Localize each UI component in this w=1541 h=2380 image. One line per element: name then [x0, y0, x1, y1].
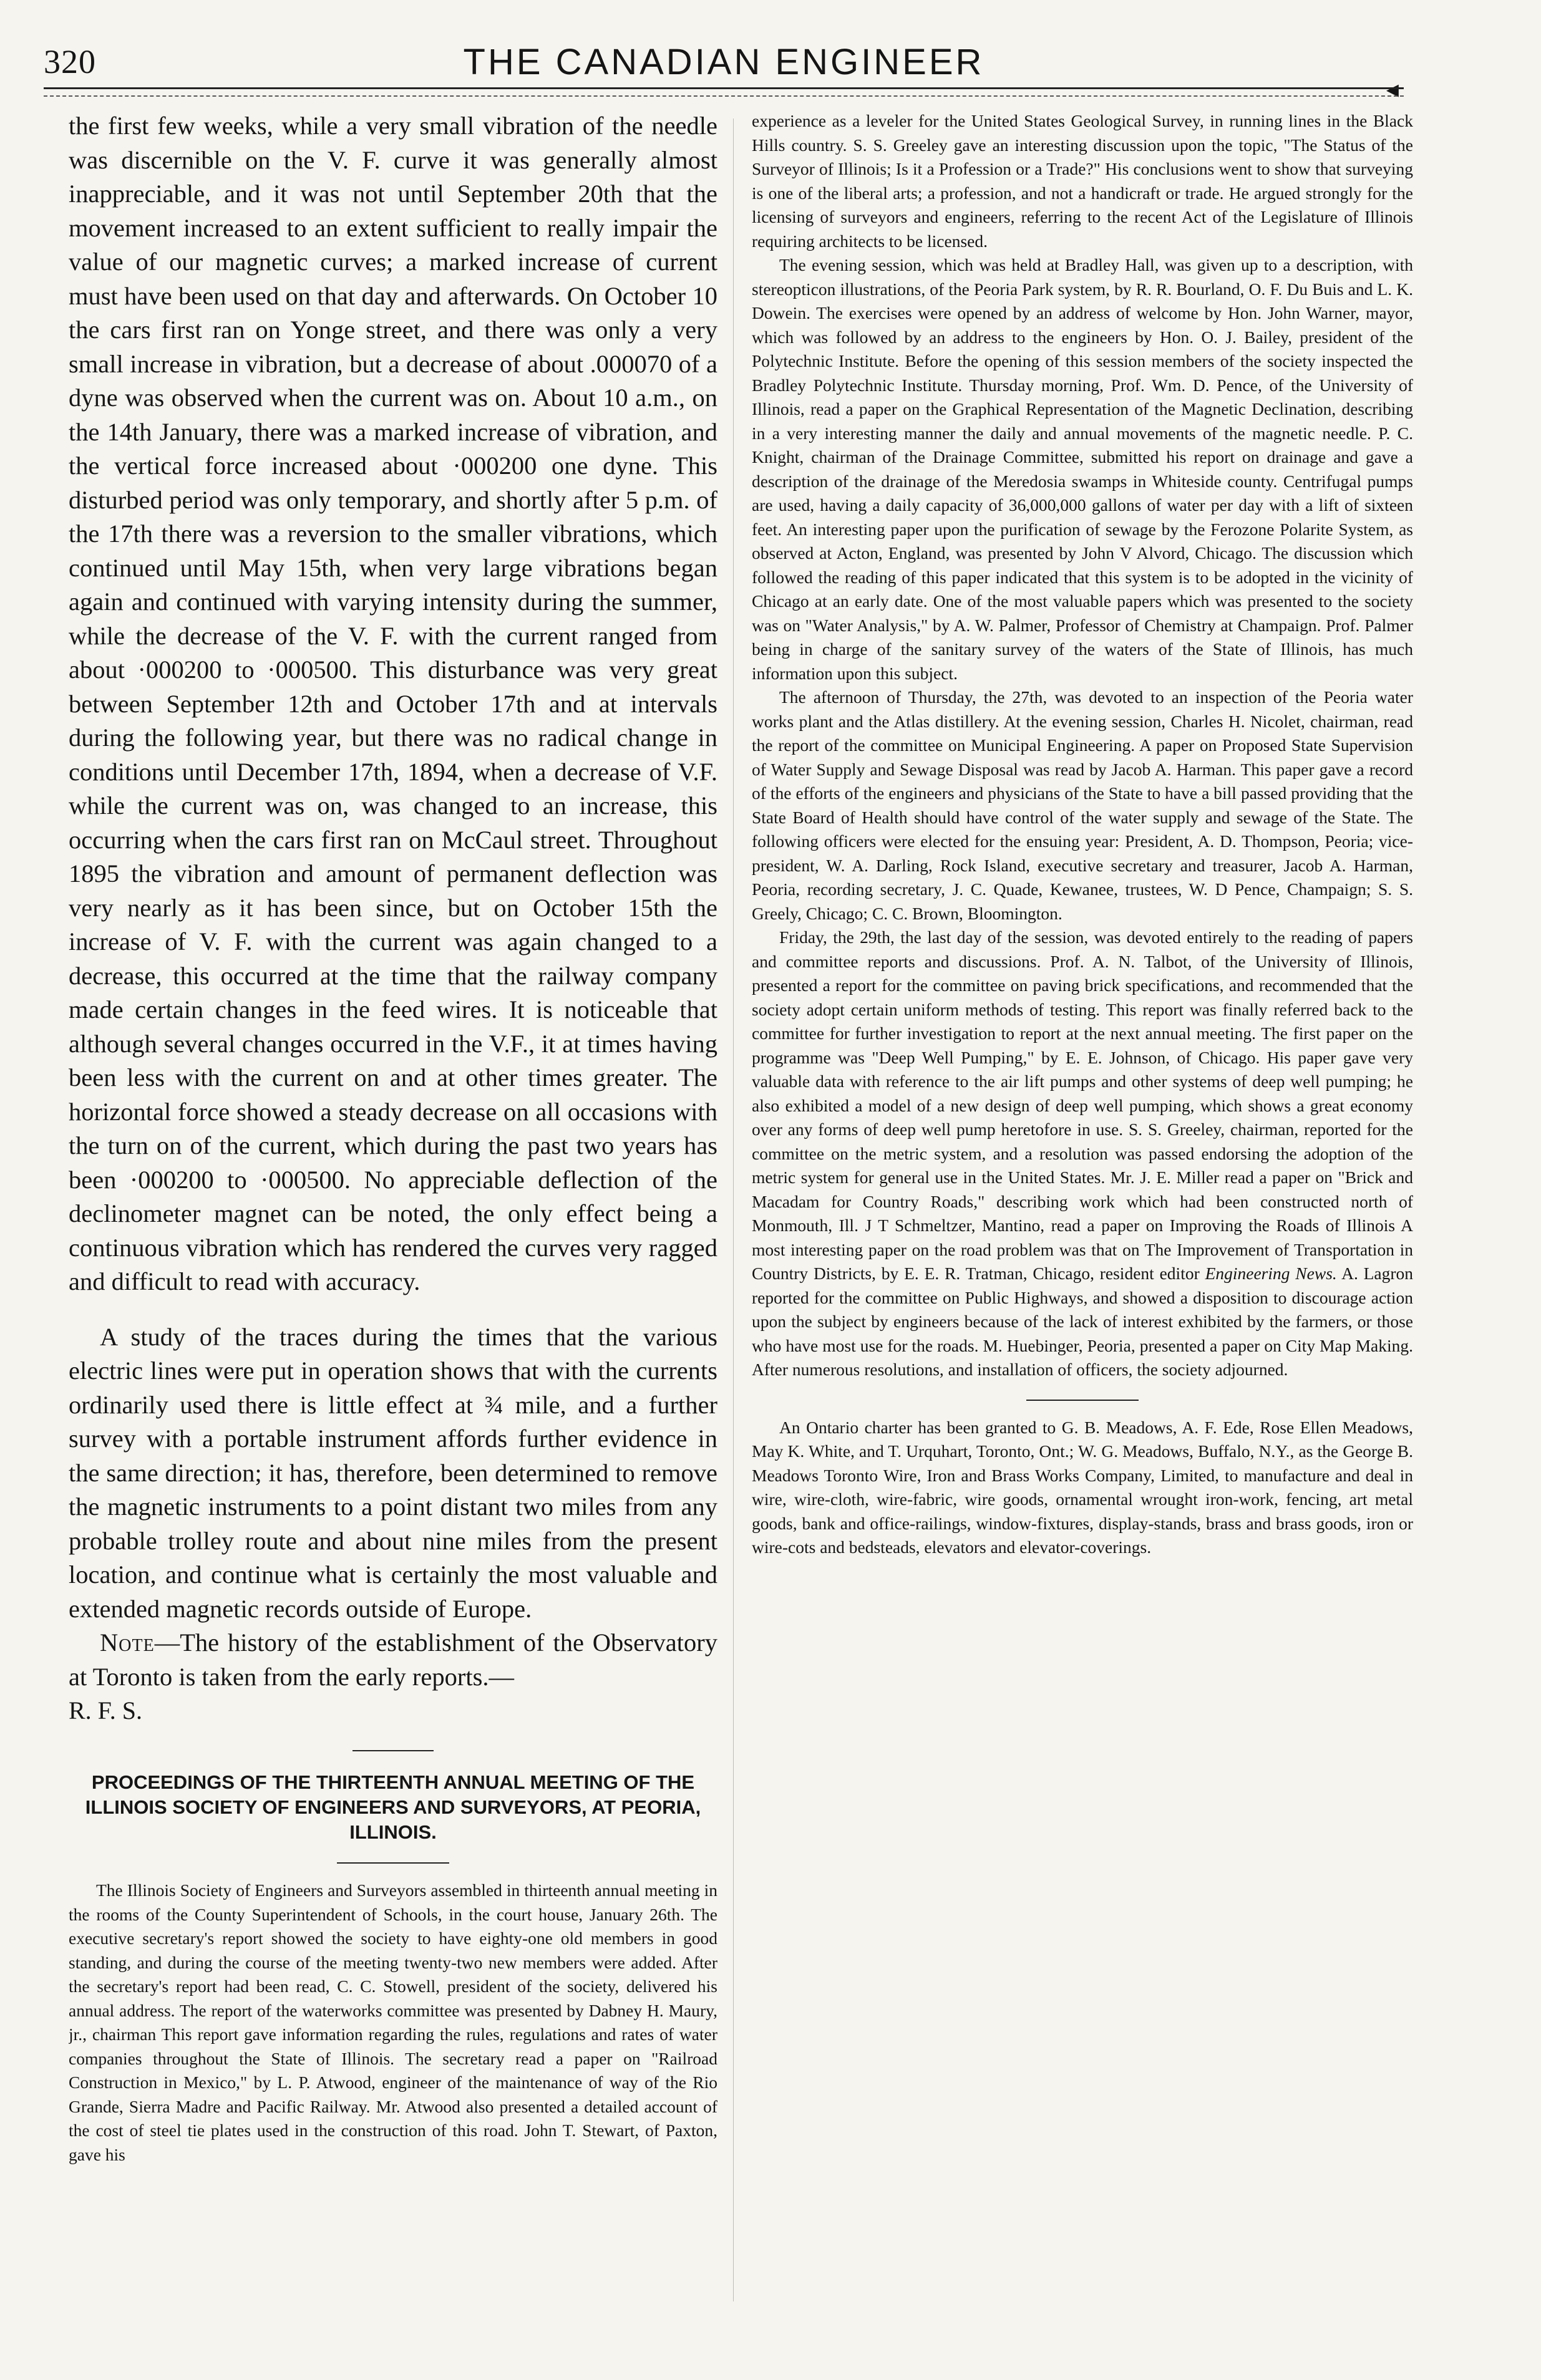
- article-paragraph: An Ontario charter has been granted to G. B. Meadows, A. F. Ede, Rose Ellen Meadows, May K. White, and T. Urquhart, Toronto, Ont.; W. G. Meadows, Buffalo, N.Y., as the George B. Meadows Toronto Wire, Iron and Brass Works Company, Limited, to manufacture and deal in wire, wire-cloth, wire-fabric, wire goods, ornamental wrought iron-work, fencing, art metal goods, bank and office-railings, window-fixtures, display-stands, brass and brass goods, iron or wire-cots and bedsteads, elevators and elevator-coverings.: [752, 1417, 1413, 1557]
- magnetic-article-continuation: [69, 109, 717, 1728]
- header-rule: [44, 87, 1404, 97]
- article-signature: R. F. S.: [69, 1696, 142, 1725]
- right-column: [752, 109, 1413, 2342]
- article-note: [69, 1626, 717, 1694]
- article-paragraph: The evening session, which was held at Bradley Hall, was given up to a description, with stereopticon illustrations, of the Peoria Park system, by R. R. Bourland, O. F. Du Buis and L. K. Dowein. The exercises were opened by an address of welcome by Hon. John Warner, mayor, which was followed by an address to the engineers by Hon. O. J. Bailey, president of the Polytechnic Institute. Before the opening of this session members of the society inspected the Bradley Polytechnic Institute. Thursday morning, Prof. Wm. D. Pence, of the University of Illinois, read a paper on the Graphical Representation of the Magnetic Declination, describing in a very interesting manner the daily and annual movements of the magnetic needle. P. C. Knight, chairman of the Drainage Committee, submitted his report on drainage and gave a description of the drainage of the Meredosia swamps in Whiteside county. Centrifugal pumps are used, having a daily capacity of 36,000,000 gallons of water per day with a lift of sixteen feet. An interesting paper upon the purification of sewage by the Ferozone Polarite System, as observed at Acton, England, was presented by John V Alvord, Chicago. The discussion which followed the reading of this paper indicated that this system is to be adopted in the vicinity of Chicago at an early date. One of the most valuable papers which was presented to the society was on "Water Analysis," by A. W. Palmer, Professor of Chemistry at Champaign. Prof. Palmer being in charge of the sanitary survey of the waters of the State of Illinois, has much information upon this subject.: [752, 255, 1413, 683]
- journal-title: THE CANADIAN ENGINEER: [463, 42, 984, 82]
- note-text: —The history of the establishment of the Observatory at Toronto is taken from the early reports.—: [69, 1628, 717, 1691]
- page-number: 320: [44, 43, 96, 80]
- publication-name: Engineering News.: [1205, 1264, 1337, 1283]
- paragraph-text: A. Lagron reported for the committee on Public Highways, and showed a disposition to discourage action upon the subject by engineers because of the lack of interest exhibited by the farmers, or those who have most use for the roads. M. Huebinger, Peoria, presented a paper on City Map Making. After numerous resolutions, and installation of officers, the society adjourned.: [752, 1264, 1413, 1379]
- margin-mark-icon: ◂: [1386, 75, 1399, 104]
- section-divider: [352, 1750, 434, 1751]
- heading-rule: [337, 1862, 449, 1864]
- article-paragraph: [752, 926, 1413, 1382]
- article-paragraph: The Illinois Society of Engineers and Surveyors assembled in thirteenth annual meeting in the rooms of the County Superintendent of Schools, in the court house, January 26th. The executive secretary's report showed the society to have eighty-one old members in good standing, and during the course of the meeting twenty-two new members were added. After the secretary's report had been read, C. C. Stowell, president of the society, delivered his annual address. The report of the waterworks committee was presented by Dabney H. Maury, jr., chairman This report gave information regarding the rules, regulations and rates of water companies throughout the State of Illinois. The secretary read a paper on "Railroad Construction in Mexico," by L. P. Atwood, engineer of the maintenance of way of the Rio Grande, Sierra Madre and Pacific Railway. Mr. Atwood also presented a detailed account of the cost of steel tie plates used in the construction of this road. John T. Stewart, of Paxton, gave his: [69, 1880, 717, 2164]
- paragraph-text: Friday, the 29th, the last day of the session, was devoted entirely to the reading of papers and committee reports and discussions. Prof. A. N. Talbot, of the University of Illinois, presented a report for the committee on paving brick specifications, and recommended that the society adopt certain uniform methods of testing. This report was finally referred back to the committee for further investigation to report at the next annual meeting. The first paper on the programme was "Deep Well Pumping," by E. E. Johnson, of Chicago. His paper gave very valuable data with reference to the air lift pumps and other systems of deep well pumping; he also exhibited a model of a new design of deep well pumping, which shows a great economy over any forms of deep well pump heretofore in use. S. S. Greeley, chairman, reported for the committee on the metric system, and a resolution was passed endorsing the adoption of the metric system for general use in the United States. Mr. J. E. Miller read a paper on "Brick and Macadam for Country Roads," describing work which had been constructed north of Monmouth, Ill. J T Schmeltzer, Mantino, read a paper on Improving the Roads of Illinois A most interesting paper on the road problem was that on The Improvement of Transportation in Country Districts, by E. E. R. Tratman, Chicago, resident editor: [752, 927, 1413, 1283]
- section-divider: [1026, 1400, 1139, 1401]
- column-divider: [733, 119, 734, 2301]
- article-paragraph: The afternoon of Thursday, the 27th, was devoted to an inspection of the Peoria water works plant and the Atlas distillery. At the evening session, Charles H. Nicolet, chairman, read the report of the committee on Municipal Engineering. A paper on Proposed State Supervision of Water Supply and Sewage Disposal was read by Jacob A. Harman. This paper gave a record of the efforts of the engineers and physicians of the State to have a bill passed providing that the State Board of Health should have control of the water supply and sewage of the State. The following officers were elected for the ensuing year: President, A. D. Thompson, Peoria; vice-president, W. A. Darling, Rock Island, executive secretary and treasurer, Jacob A. Harman, Peoria, recording secretary, J. C. Quade, Kewanee, trustees, W. D Pence, Champaign; S. S. Greely, Chicago; C. C. Brown, Bloomington.: [752, 687, 1413, 923]
- charter-notice: [752, 1416, 1413, 1560]
- article-paragraph: experience as a leveler for the United States Geological Survey, in running lines in the Black Hills country. S. S. Greeley gave an interesting discussion upon the topic, "The Status of the Surveyor of Illinois; Is it a Profession or a Trade?" His conclusions went to show that surveying is one of the liberal arts; a profession, and not a handicraft or trade. He argued strongly for the licensing of surveyors and engineers, referring to the recent Act of the Legislature of Illinois requiring architects to be licensed.: [752, 111, 1413, 251]
- left-column: [69, 109, 717, 2342]
- page-header: [44, 37, 1404, 104]
- article-paragraph: the first few weeks, while a very small vibration of the needle was discernible on the V. F. curve it was generally almost inappreciable, and it was not until September 20th that the movement increased to an extent sufficient to really impair the value of our magnetic curves; a marked increase of current must have been used on that day and afterwards. On October 10 the cars first ran on Yonge street, and there was only a very small increase in vibration, but a decrease of about .000070 of a dyne was observed when the current was on. About 10 a.m., on the 14th January, there was a marked increase of vibration, and the vertical force increased about ·000200 one dyne. This disturbed period was only temporary, and shortly after 5 p.m. of the 17th there was a reversion to the smaller vibrations, which continued until May 15th, when very large vibrations began again and continued with varying intensity during the summer, while the decrease of the V. F. with the current ranged from about ·000200 to ·000500. This disturbance was very great between September 12th and October 17th and at intervals during the following year, but there was no radical change in conditions until December 17th, 1894, when a decrease of V.F. while the current was on, was changed to an increase, this occurring when the cars first ran on McCaul street. Throughout 1895 the vibration and amount of permanent deflection was very nearly as it has been since, but on October 15th the increase of V. F. with the current was again changed to a decrease, this occurred at the time that the railway company made certain changes in the feed wires. It is noticeable that although several changes occurred in the V.F., it at times having been less with the current on and at other times greater. The horizontal force showed a steady decrease on all occasions with the turn on of the current, which during the past two years has been ·000200 to ·000500. No appreciable deflection of the declinometer magnet can be noted, the only effect being a continuous vibration which has rendered the curves very ragged and difficult to read with accuracy.: [69, 112, 717, 1295]
- proceedings-article-continuation: [752, 109, 1413, 1382]
- article-heading: PROCEEDINGS OF THE THIRTEENTH ANNUAL MEETING OF THE ILLINOIS SOCIETY OF ENGINEERS AND SURVEYORS, AT PEORIA, ILLINOIS.: [85, 1771, 701, 1843]
- proceedings-article-start: [69, 1879, 717, 2167]
- note-label: Note: [100, 1628, 155, 1657]
- article-paragraph: A study of the traces during the times that the various electric lines were put in operation shows that with the currents ordinarily used there is little effect at ¾ mile, and a further survey with a portable instrument affords further evidence in the same direction; it has, therefore, been determined to remove the magnetic instruments to a point distant two miles from any probable trolley route and about nine miles from the present location, and continue what is certainly the most valuable and extended magnetic records outside of Europe.: [69, 1322, 717, 1623]
